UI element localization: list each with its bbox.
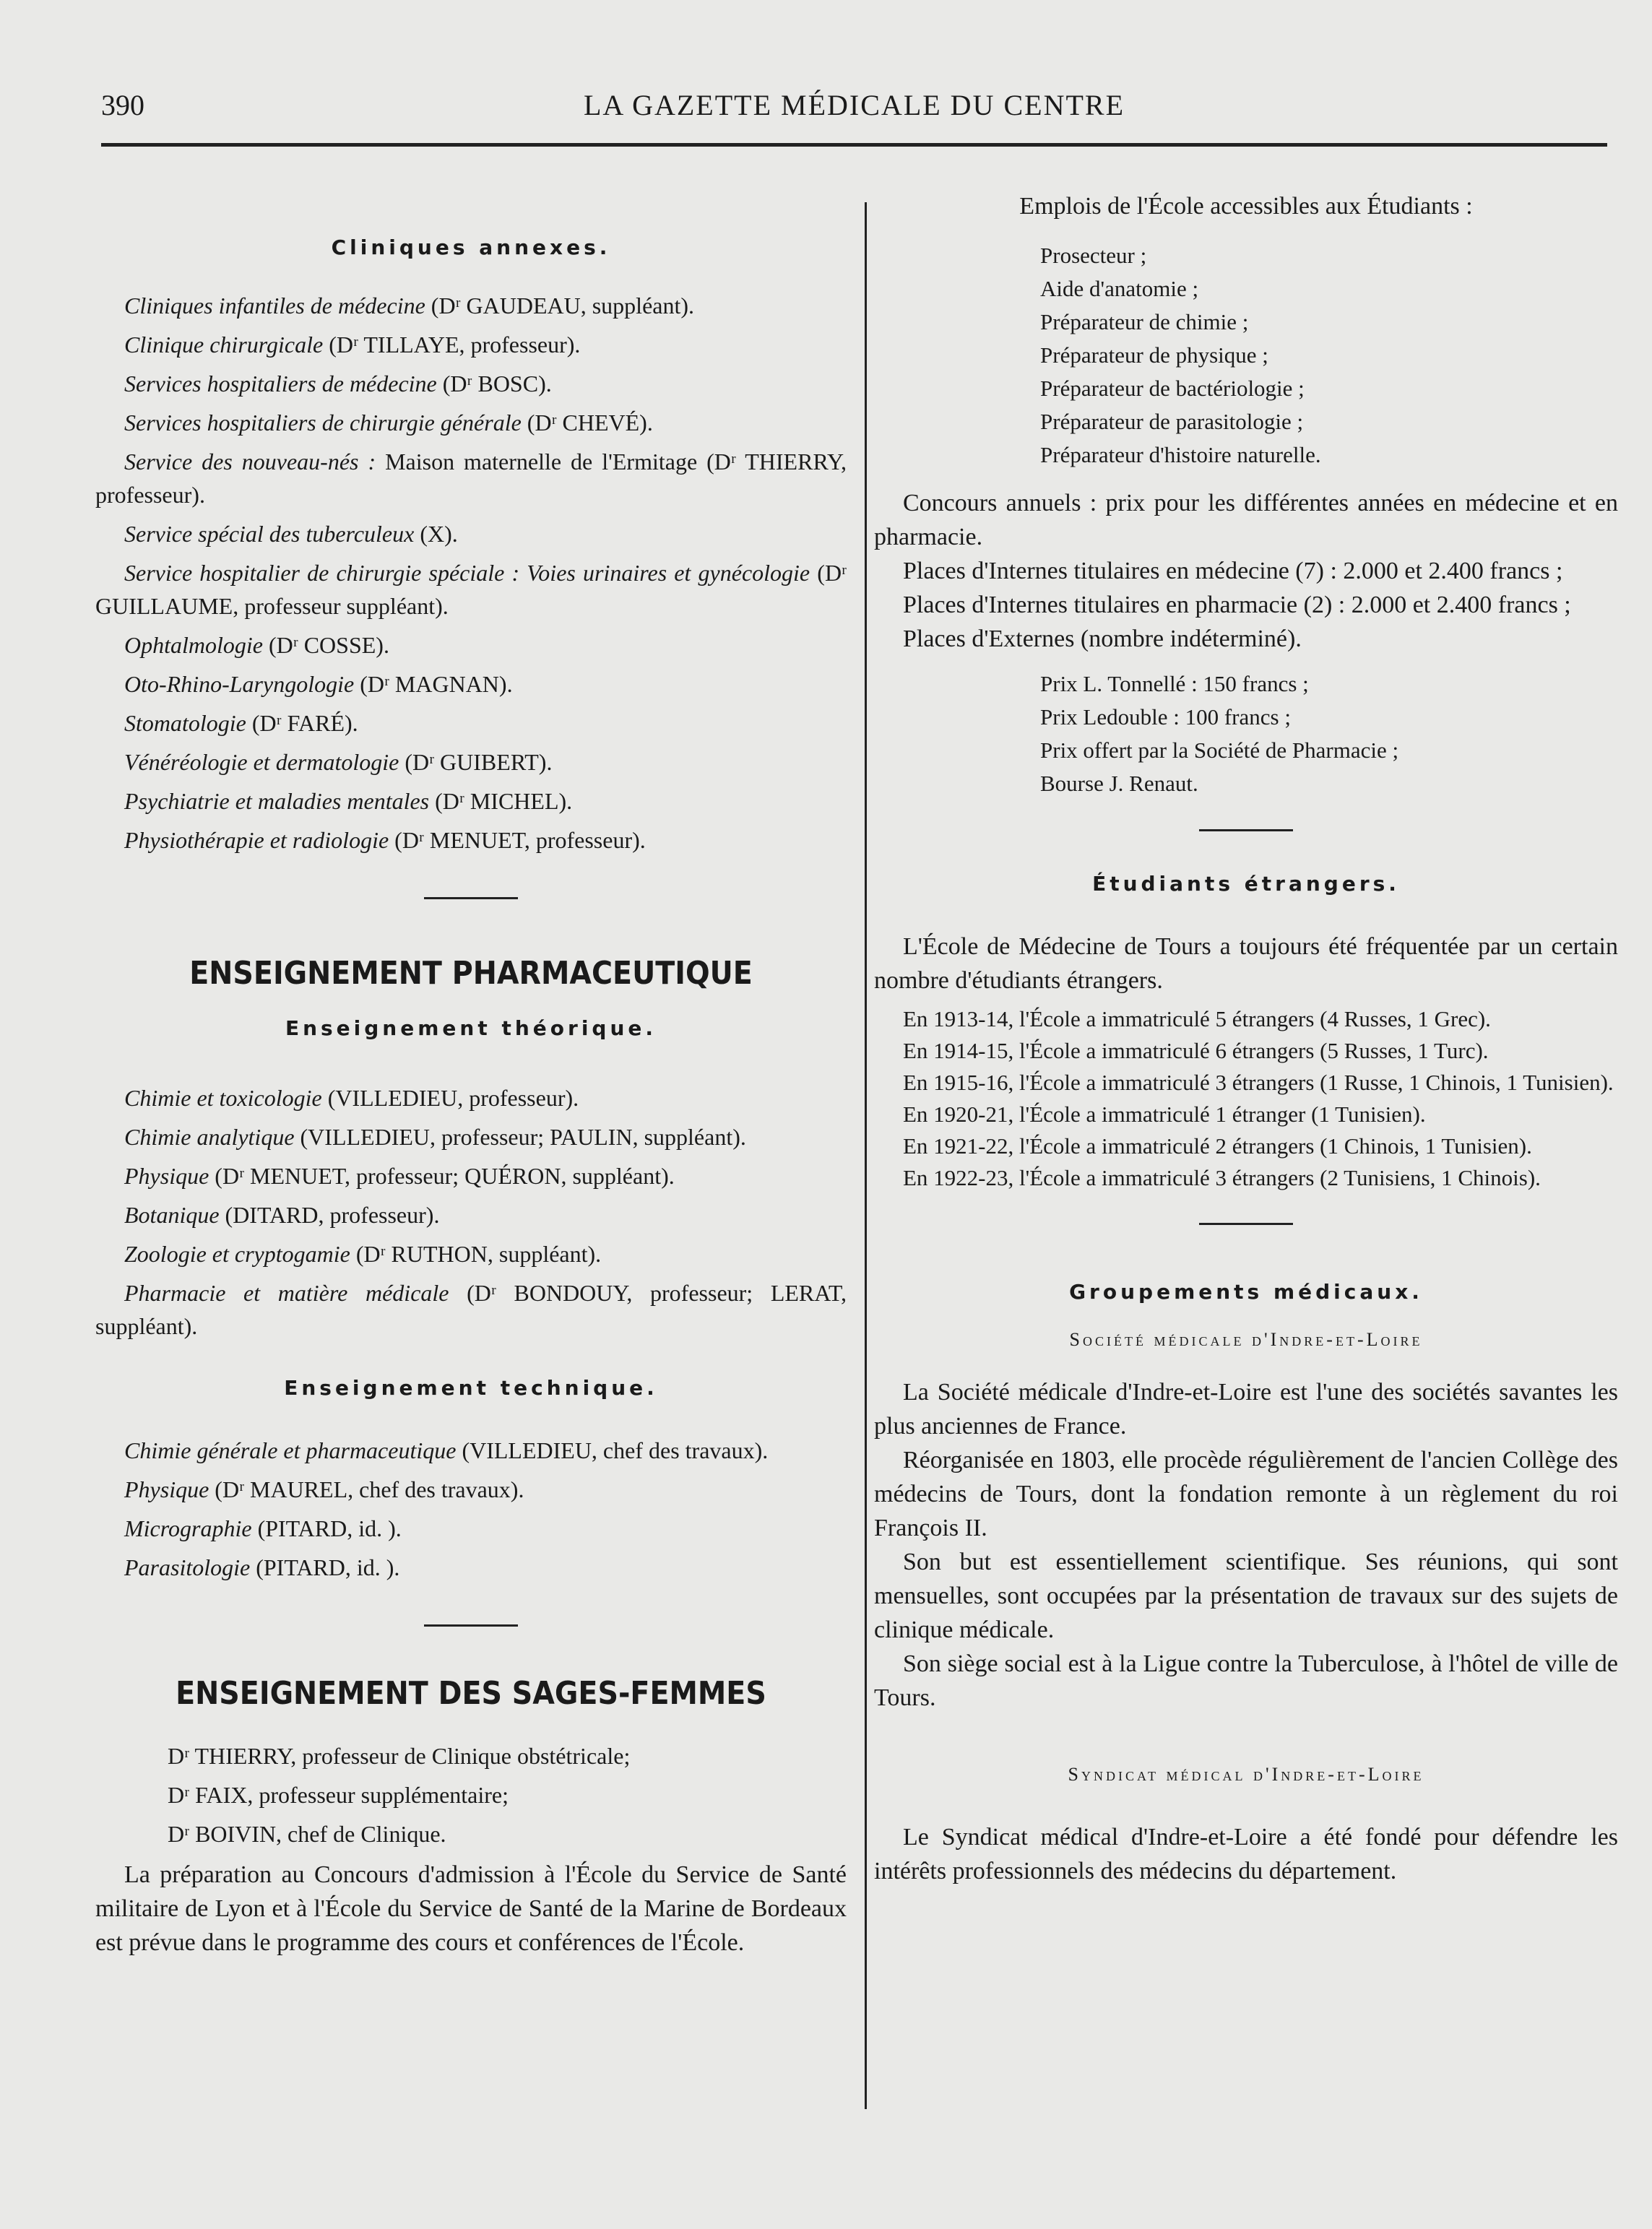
societe-paragraph: La Société médicale d'Indre-et-Loire est l'une des sociétés savantes les plus anciennes de France.: [874, 1379, 1618, 1440]
places-line: Places d'Externes (nombre indéterminé).: [903, 626, 1302, 652]
entry-line: [95, 328, 847, 361]
societe-paragraph: Son but est essentiellement scientifique. Ses réunions, qui sont mensuelles, sont occupées par la présentation de travaux sur des sujets de clinique médicale.: [874, 1549, 1618, 1643]
entry-subject: Physique: [124, 1163, 209, 1189]
entry-subject: Chimie analytique: [124, 1124, 295, 1150]
entry-detail: (Dʳ GAUDEAU, suppléant).: [425, 293, 695, 319]
entry-detail: (PITARD, id. ).: [250, 1554, 400, 1580]
entry-subject: Vénéréologie et dermatologie: [124, 749, 399, 775]
entry-subject: Physique: [124, 1476, 209, 1502]
entry-line: [95, 667, 847, 701]
entry-subject: Cliniques infantiles de médecine: [124, 293, 425, 319]
entry-subject: Ophtalmologie: [124, 632, 263, 658]
etrangers-line: En 1920-21, l'École a immatriculé 1 étranger (1 Tunisien).: [903, 1101, 1426, 1127]
entry-detail: (Dʳ MICHEL).: [429, 788, 573, 814]
cliniques-heading: Cliniques annexes.: [331, 235, 611, 259]
places-line: Places d'Internes titulaires en pharmacie (2) : 2.000 et 2.400 francs ;: [903, 592, 1571, 618]
etrangers-line: En 1921-22, l'École a immatriculé 2 étrangers (1 Chinois, 1 Tunisien).: [903, 1133, 1532, 1159]
societe-heading: Société médicale d'Indre-et-Loire: [1069, 1329, 1423, 1350]
entry-subject: Psychiatrie et maladies mentales: [124, 788, 430, 814]
entry-line: [95, 628, 847, 662]
emploi-line: Préparateur de physique ;: [1040, 342, 1268, 368]
entry-line: [95, 1512, 847, 1545]
entry-line: [95, 1237, 847, 1271]
entry-line: [95, 1081, 847, 1114]
entry-line: [95, 706, 847, 740]
entry-line: [95, 517, 847, 550]
entry-subject: Stomatologie: [124, 710, 246, 736]
entry-line: [95, 289, 847, 322]
entry-detail: (VILLEDIEU, chef des travaux).: [456, 1437, 769, 1463]
entry-detail: (X).: [414, 521, 458, 547]
entry-detail: (VILLEDIEU, professeur; PAULIN, suppléant).: [294, 1124, 746, 1150]
sages-heading: ENSEIGNEMENT DES SAGES-FEMMES: [176, 1675, 766, 1712]
entry-detail: (Dʳ RUTHON, suppléant).: [350, 1241, 602, 1267]
entry-detail: (Dʳ GUILLAUME, professeur suppléant).: [95, 560, 847, 619]
entry-subject: Services hospitaliers de chirurgie générale: [124, 410, 522, 436]
entry-detail: (PITARD, id. ).: [251, 1515, 402, 1541]
running-title: LA GAZETTE MÉDICALE DU CENTRE: [583, 89, 1125, 121]
prix-line: Prix Ledouble : 100 francs ;: [1040, 704, 1291, 730]
etrangers-line: En 1922-23, l'École a immatriculé 3 étrangers (2 Tunisiens, 1 Chinois).: [903, 1165, 1541, 1190]
sages-list: [168, 1739, 847, 1851]
technique-list: [95, 1434, 847, 1584]
entry-subject: Service spécial des tuberculeux: [124, 521, 415, 547]
right-column: [874, 189, 1618, 1888]
section-rule: [424, 897, 518, 899]
entry-detail: (Dʳ COSSE).: [262, 632, 389, 658]
entry-subject: Pharmacie et matière médicale: [124, 1280, 449, 1306]
theorique-list: [95, 1081, 847, 1343]
emploi-line: Préparateur de bactériologie ;: [1040, 376, 1305, 401]
entry-line: [95, 1473, 847, 1506]
entry-line: [95, 556, 847, 623]
section-rule: [1199, 829, 1293, 831]
entry-detail: (Dʳ MENUET, professeur).: [389, 827, 646, 853]
section-rule: [424, 1624, 518, 1627]
entry-subject: Micrographie: [124, 1515, 252, 1541]
entry-line: [95, 1198, 847, 1232]
entry-detail: (Dʳ TILLAYE, professeur).: [323, 332, 581, 358]
entry-line: [95, 784, 847, 818]
cliniques-list: [95, 289, 847, 857]
entry-subject: Clinique chirurgicale: [124, 332, 324, 358]
groupements-heading: Groupements médicaux.: [1069, 1280, 1423, 1304]
entry-subject: Service des nouveau-nés :: [124, 449, 376, 475]
prix-list: [1040, 667, 1618, 800]
sages-paragraph: La préparation au Concours d'admission à l'École du Service de Santé militaire de Lyon et à l'École du Service de Santé de la Marine de Bordeaux est prévue dans le programme des cours et conférences de l'École.: [95, 1861, 847, 1956]
emploi-line: Prosecteur ;: [1040, 243, 1147, 268]
places-line: Places d'Internes titulaires en médecine (7) : 2.000 et 2.400 francs ;: [903, 558, 1563, 584]
section-rule: [1199, 1223, 1293, 1225]
entry-line: [95, 367, 847, 400]
entry-line: [95, 745, 847, 779]
header-rule: [101, 143, 1607, 147]
column-divider: [865, 202, 867, 2109]
entry-detail: (Dʳ MAUREL, chef des travaux).: [209, 1476, 524, 1502]
societe-paragraphs: [874, 1375, 1618, 1715]
entry-detail: (VILLEDIEU, professeur).: [321, 1085, 579, 1111]
entry-subject: Chimie et toxicologie: [124, 1085, 322, 1111]
etrangers-line: En 1915-16, l'École a immatriculé 3 étrangers (1 Russe, 1 Chinois, 1 Tunisien).: [903, 1070, 1614, 1095]
concours-paragraph: Concours annuels : prix pour les différentes années en médecine et en pharmacie.: [874, 490, 1618, 550]
prix-line: Prix offert par la Société de Pharmacie ;: [1040, 737, 1399, 763]
staff-line: Dʳ BOIVIN, chef de Clinique.: [168, 1821, 446, 1847]
entry-detail: (DITARD, professeur).: [219, 1202, 440, 1228]
prix-line: Bourse J. Renaut.: [1040, 771, 1198, 796]
entry-detail: (Dʳ BONDOUY, professeur; LERAT, suppléant).: [95, 1280, 847, 1339]
syndicat-paragraph: Le Syndicat médical d'Indre-et-Loire a été fondé pour défendre les intérêts professionnels des médecins du département.: [874, 1824, 1618, 1884]
entry-line: [95, 445, 847, 511]
entry-line: [95, 1120, 847, 1154]
entry-detail: (Dʳ GUIBERT).: [399, 749, 553, 775]
entry-subject: Oto-Rhino-Laryngologie: [124, 671, 355, 697]
etrangers-list: [874, 1003, 1618, 1194]
entry-detail: Maison maternelle de l'Ermitage (Dʳ THIERRY, professeur).: [95, 449, 847, 508]
entry-subject: Chimie générale et pharmaceutique: [124, 1437, 457, 1463]
entry-detail: (Dʳ BOSC).: [436, 371, 552, 397]
entry-subject: Parasitologie: [124, 1554, 251, 1580]
entry-subject: Botanique: [124, 1202, 220, 1228]
etrangers-line: En 1914-15, l'École a immatriculé 6 étrangers (5 Russes, 1 Turc).: [903, 1038, 1489, 1063]
places-list: [874, 554, 1618, 656]
staff-line: Dʳ THIERRY, professeur de Clinique obstétricale;: [168, 1743, 631, 1769]
page-header: [101, 88, 1607, 131]
entry-subject: Services hospitaliers de médecine: [124, 371, 437, 397]
emploi-line: Préparateur de parasitologie ;: [1040, 409, 1304, 434]
emploi-line: Préparateur de chimie ;: [1040, 309, 1249, 334]
societe-paragraph: Réorganisée en 1803, elle procède régulièrement de l'ancien Collège des médecins de Tours, dont la fondation remonte à un règlement du roi François II.: [874, 1447, 1618, 1541]
entry-subject: Zoologie et cryptogamie: [124, 1241, 350, 1267]
entry-line: [95, 1551, 847, 1584]
syndicat-heading: Syndicat médical d'Indre-et-Loire: [1068, 1764, 1424, 1785]
entry-line: [95, 823, 847, 857]
entry-detail: (Dʳ CHEVÉ).: [521, 410, 653, 436]
etrangers-line: En 1913-14, l'École a immatriculé 5 étrangers (4 Russes, 1 Grec).: [903, 1006, 1491, 1031]
entry-detail: (Dʳ MAGNAN).: [354, 671, 513, 697]
emploi-line: Aide d'anatomie ;: [1040, 276, 1199, 301]
etrangers-intro: L'École de Médecine de Tours a toujours été fréquentée par un certain nombre d'étudiants étrangers.: [874, 933, 1618, 994]
pharma-heading: ENSEIGNEMENT PHARMACEUTIQUE: [189, 955, 753, 992]
emplois-intro: Emplois de l'École accessibles aux Étudiants :: [1019, 193, 1473, 220]
etrangers-heading: Étudiants étrangers.: [1092, 872, 1400, 896]
left-column: [95, 231, 847, 1960]
entry-line: [95, 406, 847, 439]
entry-subject: Physiothérapie et radiologie: [124, 827, 389, 853]
entry-line: [95, 1276, 847, 1343]
entry-line: [95, 1434, 847, 1467]
prix-line: Prix L. Tonnellé : 150 francs ;: [1040, 671, 1309, 696]
emploi-line: Préparateur d'histoire naturelle.: [1040, 442, 1321, 467]
societe-paragraph: Son siège social est à la Ligue contre la Tuberculose, à l'hôtel de ville de Tours.: [874, 1650, 1618, 1711]
emplois-list: [1040, 239, 1618, 472]
technique-heading: Enseignement technique.: [284, 1376, 658, 1400]
entry-detail: (Dʳ FARÉ).: [246, 710, 358, 736]
entry-subject: Service hospitalier de chirurgie spéciale : Voies urinaires et gynécologie: [124, 560, 810, 586]
entry-line: [95, 1159, 847, 1193]
theorique-heading: Enseignement théorique.: [285, 1016, 657, 1040]
staff-line: Dʳ FAIX, professeur supplémentaire;: [168, 1782, 509, 1808]
entry-detail: (Dʳ MENUET, professeur; QUÉRON, suppléant).: [209, 1163, 675, 1189]
page-number: 390: [101, 89, 144, 121]
